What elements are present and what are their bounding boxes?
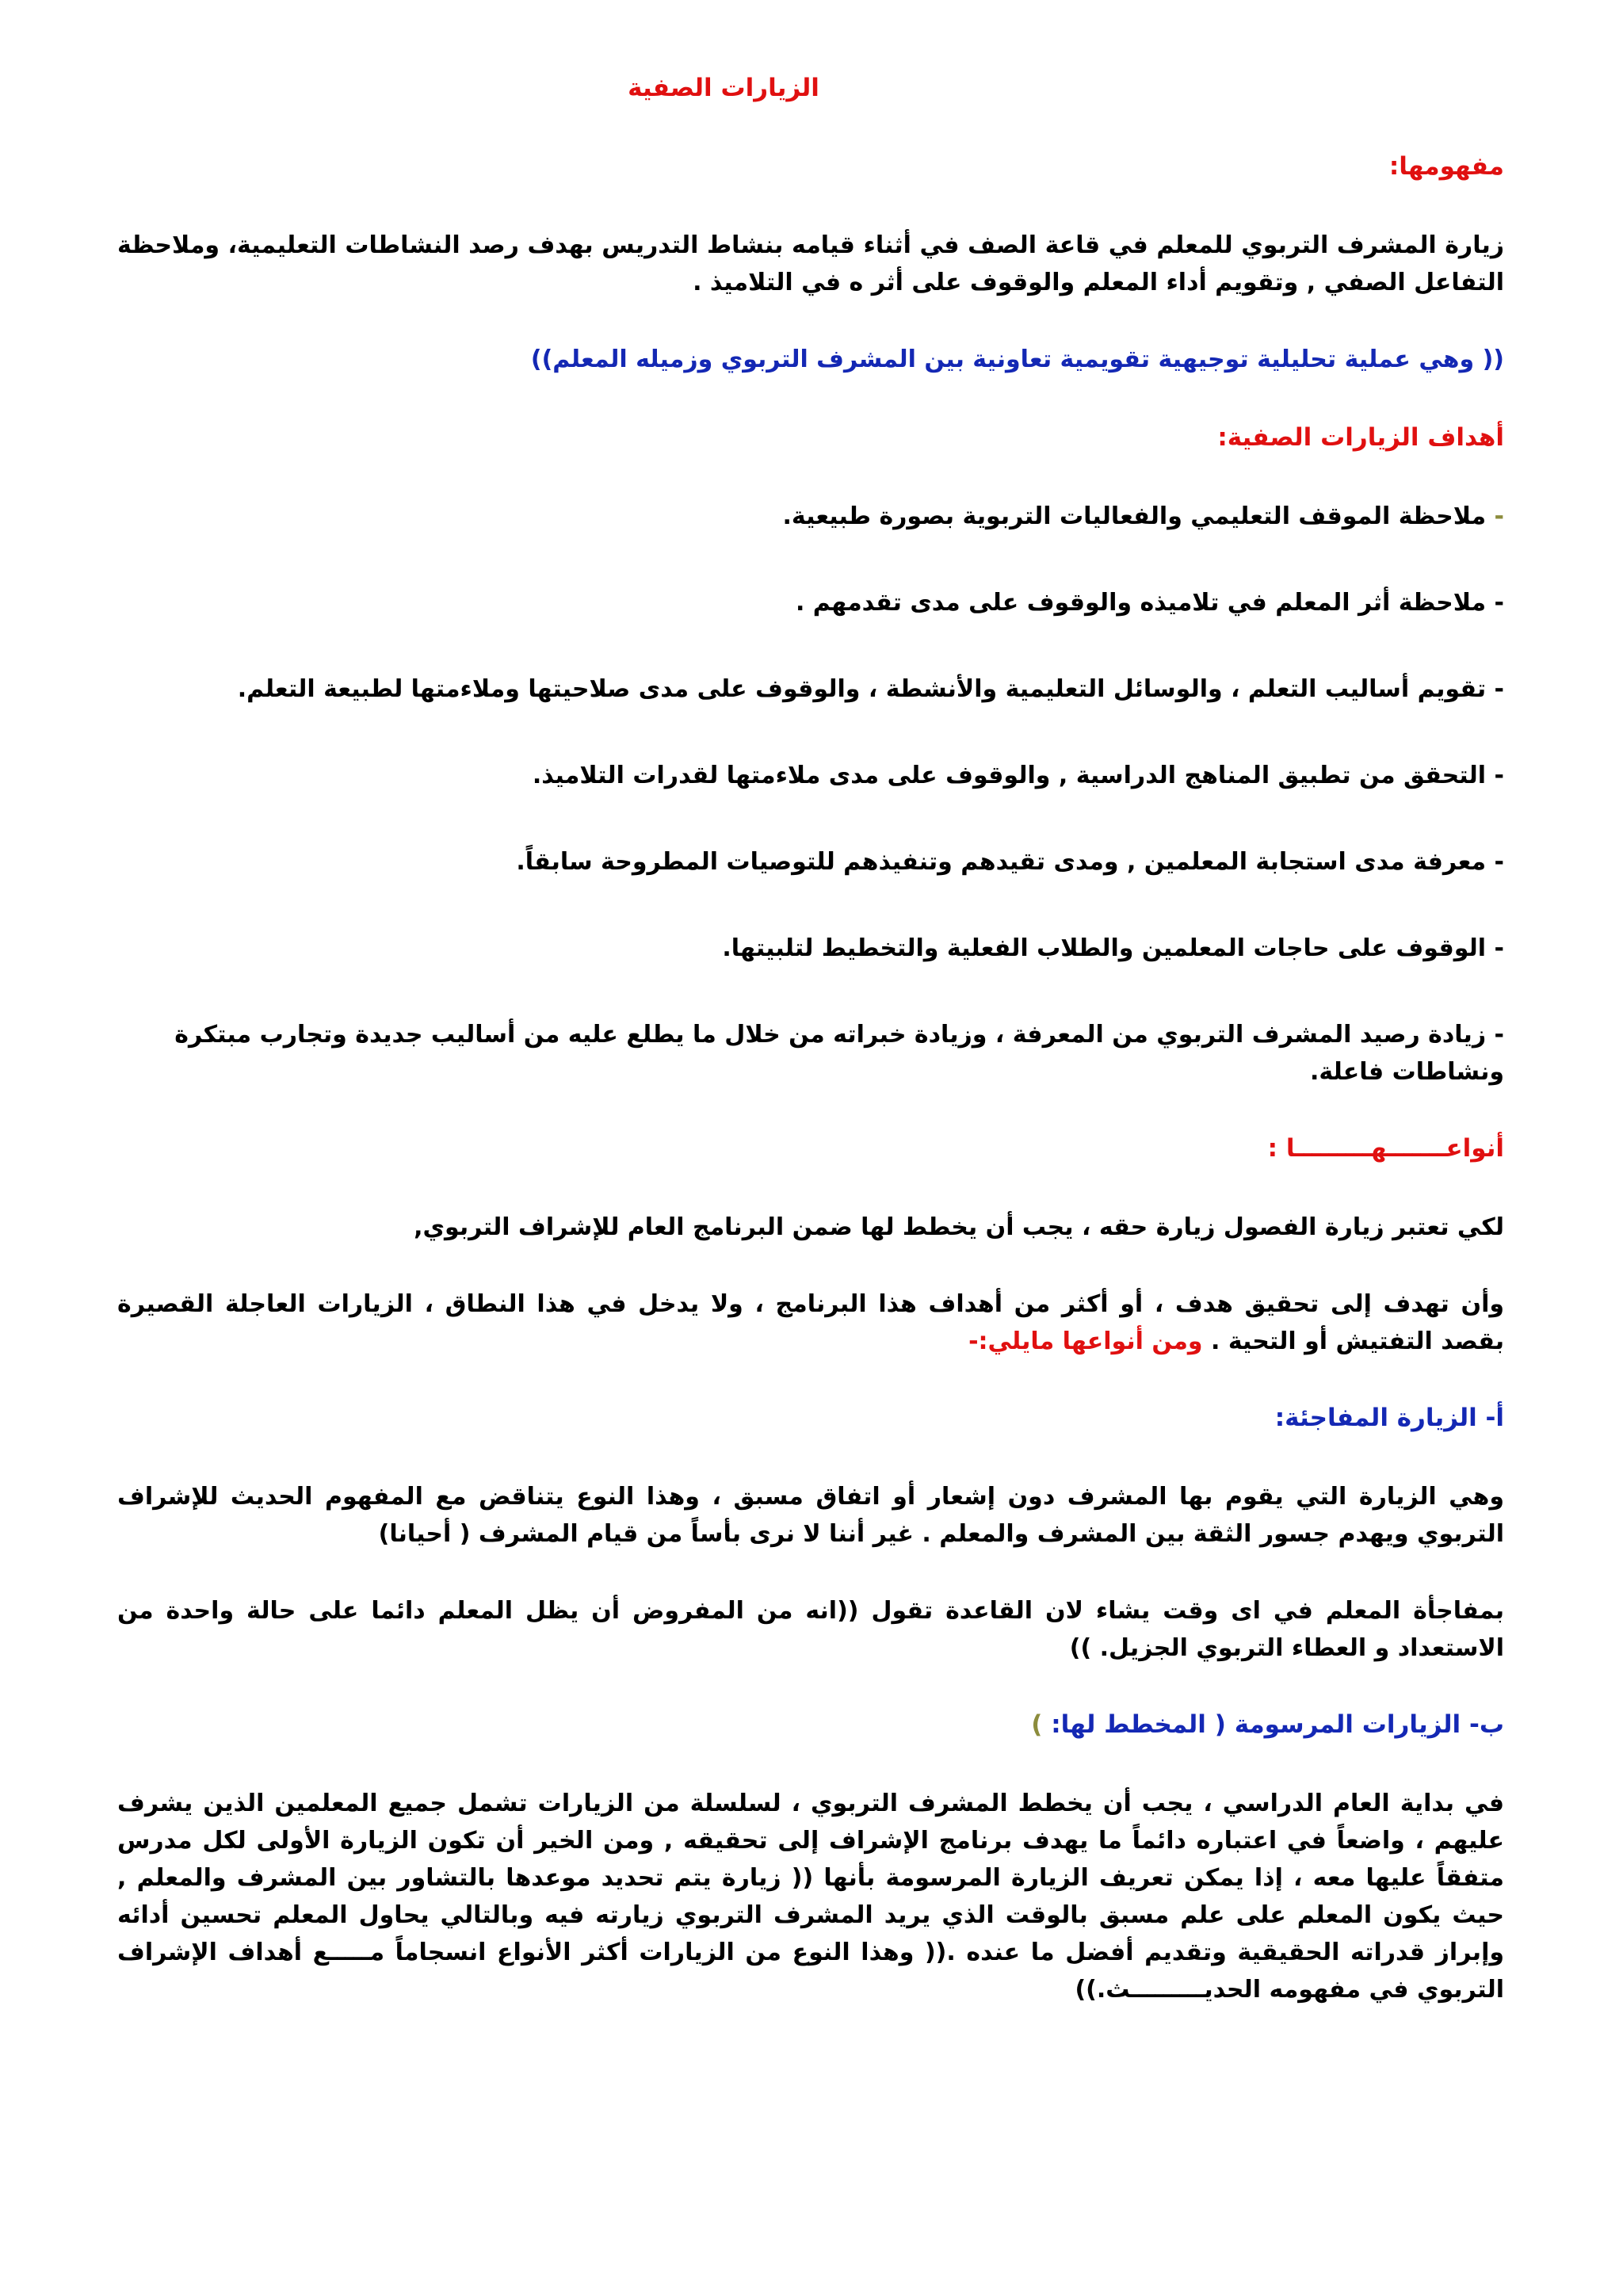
goals-heading: أهداف الزيارات الصفية:: [1217, 423, 1504, 452]
goal-dash: -: [1494, 934, 1504, 962]
goal-text: ملاحظة الموقف التعليمي والفعاليات التربوية بصورة طبيعية.: [782, 502, 1487, 530]
goal-item-4: [117, 757, 1504, 794]
goal-dash: -: [1494, 675, 1504, 703]
types-intro-2-text: وأن تهدف إلى تحقيق هدف ، أو أكثر من أهداف هذا البرنامج ، ولا يدخل في هذا النطاق ، الزيارات العاجلة القصيرة بقصد التفتيش أو التحية .: [117, 1290, 1504, 1355]
goal-dash: -: [1494, 848, 1504, 876]
types-intro-1: لكي تعتبر زيارة الفصول زيارة حقه ، يجب أن يخطط لها ضمن البرنامج العام للإشراف التربوي,: [414, 1213, 1504, 1241]
types-heading: أنواعـــــــهـــــــــا :: [1267, 1134, 1504, 1163]
surprise-visit-heading: أ- الزيارة المفاجئة:: [1274, 1404, 1504, 1432]
goal-dash: -: [1494, 1021, 1504, 1049]
page-title: الزيارات الصفية: [628, 74, 819, 102]
goal-text: الوقوف على حاجات المعلمين والطلاب الفعلية والتخطيط لتلبيتها.: [722, 934, 1487, 962]
goal-text: التحقق من تطبيق المناهج الدراسية , والوقوف على مدى ملاءمتها لقدرات التلاميذ.: [532, 762, 1487, 789]
goal-dash: -: [1494, 762, 1504, 789]
goal-text: زيادة رصيد المشرف التربوي من المعرفة ، وزيادة خبراته من خلال ما يطلع عليه من أساليب جديدة وتجارب مبتكرة ونشاطات فاعلة.: [174, 1021, 1504, 1086]
goal-dash: -: [1494, 502, 1504, 530]
document-content: [117, 70, 1504, 2048]
planned-visit-text: في بداية العام الدراسي ، يجب أن يخطط المشرف التربوي ، لسلسلة من الزيارات تشمل جميع المعلمين الذين يشرف عليهم ، واضعاً في اعتباره دائماً ما يهدف برنامج الإشراف إلى تحقيقه , ومن الخير أن تكون الزيارة الأولى لكل مدرس متفقاً عليها معه ، إذا يمكن تعريف الزيارة المرسومة بأنها (( زيارة يتم تحديد موعدها بالتشاور بين المشرف والمعلم , حيث يكون المعلم على علم مسبق بالوقت الذي يريد المشرف التربوي زيارته فيه وبالتالي يحاول المعلم تحسين أدائه وإبراز قدراته الحقيقية وتقديم أفضل ما عنده .(( وهذا النوع من الزيارات أكثر الأنواع انسجاماً مـــــع أهداف الإشراف التربوي في مفهومه الحديـــــــــث.)): [117, 1790, 1504, 2004]
goal-item-1: [117, 498, 1504, 535]
concept-heading: مفهومها:: [1388, 152, 1504, 181]
surprise-visit-text-1: وهي الزيارة التي يقوم بها المشرف دون إشعار أو اتفاق مسبق ، وهذا النوع يتناقض مع المفهوم الحديث للإشراف التربوي ويهدم جسور الثقة بين المشرف والمعلم . غير أننا لا نرى بأساً من قيام المشرف ( أحيانا): [117, 1483, 1504, 1548]
goal-item-7: [117, 1016, 1504, 1091]
goal-item-6: [117, 930, 1504, 967]
concept-note: (( وهي عملية تحليلية توجيهية تقويمية تعاونية بين المشرف التربوي وزميله المعلم)): [530, 346, 1504, 373]
goal-text: ملاحظة أثر المعلم في تلاميذه والوقوف على مدى تقدمهم .: [795, 589, 1487, 617]
surprise-visit-text-2: بمفاجأة المعلم في اى وقت يشاء لان القاعدة تقول ((انه من المفروض أن يظل المعلم دائما على حالة واحدة من الاستعداد و العطاء التربوي الجزيل. )): [117, 1597, 1504, 1662]
types-intro-2: [117, 1286, 1504, 1360]
concept-text: زيارة المشرف التربوي للمعلم في قاعة الصف في أثناء قيامه بنشاط التدريس بهدف رصد النشاطات التعليمية، وملاحظة التفاعل الصفي , وتقويم أداء المعلم والوقوف على أثر ه في التلاميذ .: [117, 231, 1504, 296]
goal-dash: -: [1494, 589, 1504, 617]
goal-item-3: [117, 670, 1504, 708]
goal-text: معرفة مدى استجابة المعلمين , ومدى تقيدهم وتنفيذهم للتوصيات المطروحة سابقاً.: [516, 848, 1487, 876]
goal-item-5: [117, 843, 1504, 881]
types-intro-2-red: ومن أنواعها مايلي:-: [968, 1328, 1203, 1355]
planned-visit-heading-tail: ): [1031, 1710, 1043, 1739]
goal-item-2: [117, 584, 1504, 621]
goal-text: تقويم أساليب التعلم ، والوسائل التعليمية والأنشطة ، والوقوف على مدى صلاحيتها وملاءمتها لطبيعة التعلم.: [237, 675, 1487, 703]
planned-visit-heading-text: ب- الزيارات المرسومة ( المخطط لها:: [1051, 1710, 1504, 1739]
planned-visit-heading: [117, 1706, 1504, 1744]
